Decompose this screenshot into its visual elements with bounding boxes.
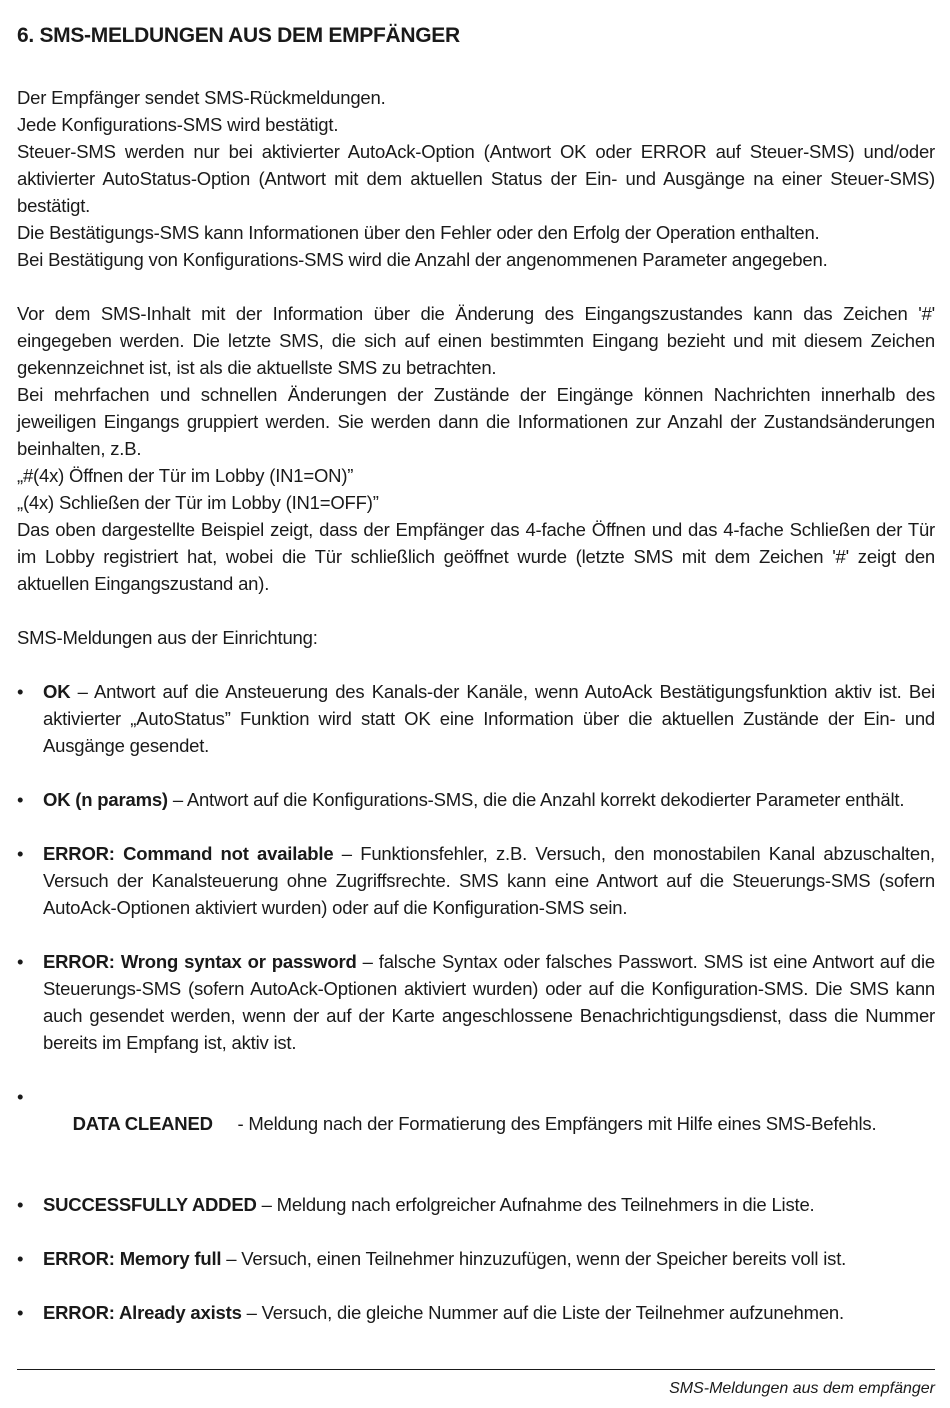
- spacer: [17, 813, 935, 840]
- bullet-icon: •: [17, 1302, 24, 1323]
- spacer: [17, 1164, 935, 1191]
- section-heading: 6. SMS-MELDUNGEN AUS DEM EMPFÄNGER: [17, 24, 460, 47]
- message-description: – Versuch, einen Teilnehmer hinzuzufügen, wenn der Speicher bereits voll ist.: [221, 1248, 847, 1269]
- list-item-error-syntax: [17, 948, 935, 1056]
- message-description: – Funktionsfehler, z.B. Versuch, den monostabilen Kanal abzuschalten, Versuch der Kanalsteuerung ohne Zugriffsrechte. SMS kann eine Antwort auf die Steuerungs-SMS (sofern AutoAck-Optionen aktiviert wurden) oder auf die Konfiguration-SMS sein.: [43, 843, 935, 918]
- intro-line-confirmation: Die Bestätigungs-SMS kann Informationen über den Fehler oder den Erfolg der Operation enthalten.: [17, 222, 820, 243]
- bullet-icon: •: [17, 789, 24, 810]
- bullet-icon: •: [17, 951, 24, 972]
- spacer: [17, 1218, 935, 1245]
- intro-line-parameters: Bei Bestätigung von Konfigurations-SMS wird die Anzahl der angenommenen Parameter angegeben.: [17, 249, 828, 270]
- page-footer: SMS-Meldungen aus dem empfänger: [669, 1380, 935, 1397]
- spacer: [17, 1056, 935, 1083]
- grouping-paragraph: Bei mehrfachen und schnellen Änderungen der Zustände der Eingänge können Nachrichten innerhalb des jeweiligen Eingangs gruppiert werden. Sie werden dann die Informationen zur Anzahl der Zustandsänderungen beinhalten, z.B.: [17, 384, 935, 459]
- document-page: [17, 22, 935, 1326]
- list-item-memory-full: [17, 1245, 935, 1272]
- footer-divider: [17, 1369, 935, 1370]
- hash-sign-paragraph: Vor dem SMS-Inhalt mit der Information über die Änderung des Eingangszustandes kann das Zeichen '#' eingegeben werden. Die letzte SMS, die sich auf einen bestimmten Eingang bezieht und mit diesem Zeichen gekennzeichnet ist, ist als die aktuellste SMS zu betrachten.: [17, 303, 935, 378]
- list-item-ok-params: [17, 786, 935, 813]
- message-description: – Meldung nach erfolgreicher Aufnahme des Teilnehmers in die Liste.: [256, 1194, 815, 1215]
- list-item-ok: [17, 678, 935, 759]
- intro-line-2: Jede Konfigurations-SMS wird bestätigt.: [17, 114, 339, 135]
- list-intro: SMS-Meldungen aus der Einrichtung:: [17, 627, 318, 648]
- message-term: ERROR: Already axists: [43, 1302, 242, 1323]
- spacer: [17, 1272, 935, 1299]
- message-description: – falsche Syntax oder falsches Passwort. SMS ist eine Antwort auf die Steuerungs-SMS (sofern AutoAck-Optionen aktiviert wurden) oder auf die Konfiguration-SMS. Die SMS kann auch gesendet werden, wenn der auf der Karte angeschlossene Benachrichtigungsdienst, dass die Nummer bereits im Empfang ist, aktiv ist.: [43, 951, 935, 1053]
- message-term: ERROR: Memory full: [43, 1248, 222, 1269]
- example-message-2: „(4x) Schließen der Tür im Lobby (IN1=OFF)”: [17, 492, 379, 513]
- message-term: OK (n params): [43, 789, 168, 810]
- spacer: [17, 921, 935, 948]
- bullet-icon: •: [17, 1194, 24, 1215]
- spacer: [17, 651, 935, 678]
- message-term: DATA CLEANED: [72, 1113, 213, 1134]
- message-list: [17, 678, 935, 1326]
- list-item-successfully-added: [17, 1191, 935, 1218]
- list-item-already-exists: [17, 1299, 935, 1326]
- intro-line-1: Der Empfänger sendet SMS-Rückmeldungen.: [17, 87, 386, 108]
- example-message-1: „#(4x) Öffnen der Tür im Lobby (IN1=ON)”: [17, 465, 354, 486]
- list-item-error-command: [17, 840, 935, 921]
- message-term: OK: [43, 681, 71, 702]
- spacer: [17, 597, 935, 624]
- list-item-data-cleaned: [17, 1083, 935, 1164]
- intro-paragraph-autoack: Steuer-SMS werden nur bei aktivierter AutoAck-Option (Antwort OK oder ERROR auf Steuer-SMS) und/oder aktivierter AutoStatus-Option (Antwort mit dem aktuellen Status der Ein- und Ausgänge na einer Steuer-SMS) bestätigt.: [17, 141, 935, 216]
- message-term: SUCCESSFULLY ADDED: [43, 1194, 257, 1215]
- bullet-icon: •: [17, 1086, 24, 1107]
- message-term: ERROR: Wrong syntax or password: [43, 951, 357, 972]
- spacer: [17, 759, 935, 786]
- message-description: – Antwort auf die Konfigurations-SMS, die die Anzahl korrekt dekodierter Parameter enthält.: [167, 789, 905, 810]
- bullet-icon: •: [17, 1248, 24, 1269]
- bullet-icon: •: [17, 681, 24, 702]
- message-term: ERROR: Command not available: [43, 843, 334, 864]
- message-description: - Meldung nach der Formatierung des Empfängers mit Hilfe eines SMS-Befehls.: [212, 1113, 877, 1134]
- bullet-icon: •: [17, 843, 24, 864]
- spacer: [17, 273, 935, 300]
- message-description: – Antwort auf die Ansteuerung des Kanals-der Kanäle, wenn AutoAck Bestätigungsfunktion aktiv ist. Bei aktivierter „AutoStatus” Funktion wird statt OK eine Information über die aktuellen Zustände der Ein- und Ausgänge gesendet.: [43, 681, 935, 756]
- message-description: – Versuch, die gleiche Nummer auf die Liste der Teilnehmer aufzunehmen.: [241, 1302, 844, 1323]
- example-explanation: Das oben dargestellte Beispiel zeigt, dass der Empfänger das 4-fache Öffnen und das 4-fache Schließen der Tür im Lobby registriert hat, wobei die Tür schließlich geöffnet wurde (letzte SMS mit dem Zeichen '#' zeigt den aktuellen Eingangszustand an).: [17, 519, 935, 594]
